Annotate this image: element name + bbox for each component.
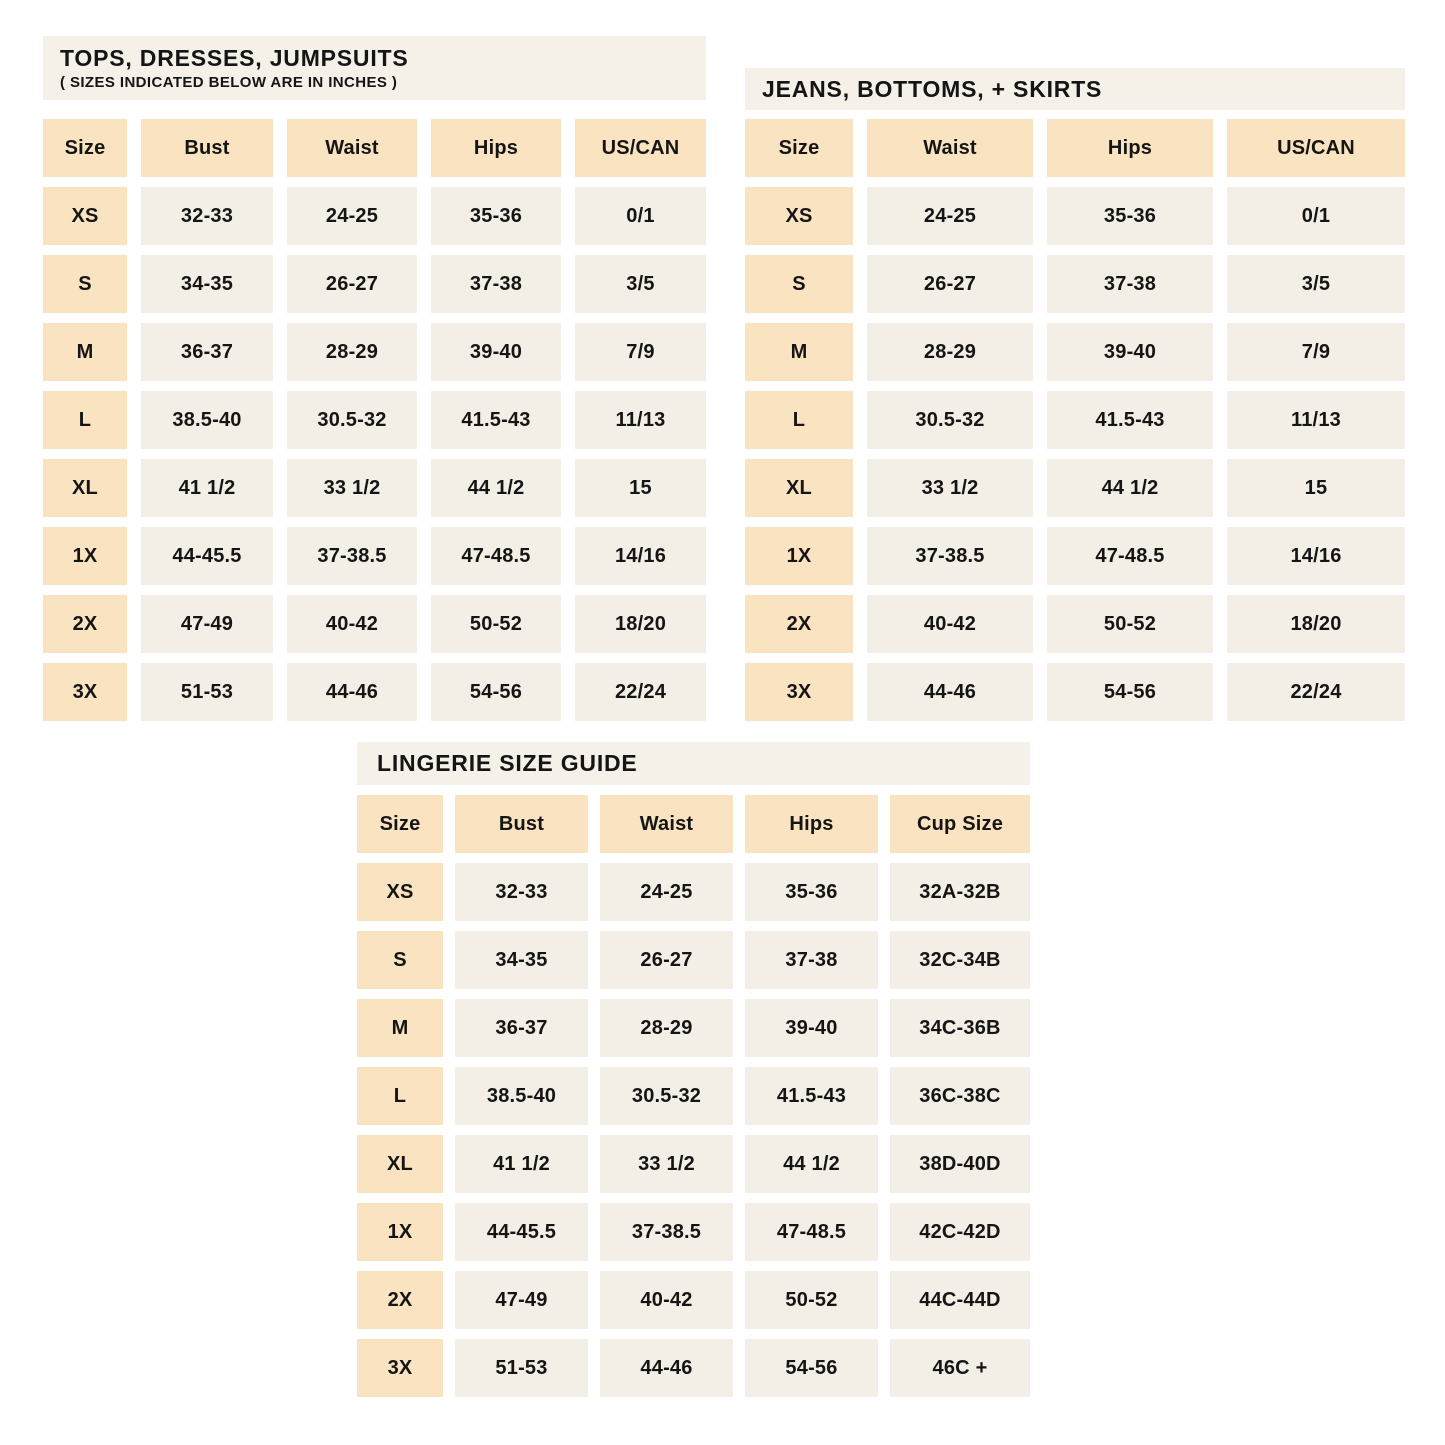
jeans-value-cell: 44-46 (867, 663, 1033, 721)
jeans-value-cell: 33 1/2 (867, 459, 1033, 517)
jeans-value-cell: 40-42 (867, 595, 1033, 653)
tops-value-cell: 26-27 (287, 255, 417, 313)
lingerie-value-cell: 41.5-43 (745, 1067, 878, 1125)
tops-value-cell: 44-45.5 (141, 527, 273, 585)
lingerie-value-cell: 34C-36B (890, 999, 1030, 1057)
tops-column-header-bust: Bust (141, 119, 273, 177)
jeans-size-cell-l: L (745, 391, 853, 449)
tops-value-cell: 11/13 (575, 391, 706, 449)
lingerie-value-cell: 41 1/2 (455, 1135, 588, 1193)
tops-value-cell: 51-53 (141, 663, 273, 721)
tops-value-cell: 50-52 (431, 595, 561, 653)
tops-table-title: TOPS, DRESSES, JUMPSUITS (60, 44, 409, 71)
lingerie-size-cell-xs: XS (357, 863, 443, 921)
jeans-value-cell: 44 1/2 (1047, 459, 1213, 517)
tops-value-cell: 32-33 (141, 187, 273, 245)
jeans-value-cell: 54-56 (1047, 663, 1213, 721)
jeans-value-cell: 41.5-43 (1047, 391, 1213, 449)
jeans-size-cell-1x: 1X (745, 527, 853, 585)
jeans-value-cell: 15 (1227, 459, 1405, 517)
lingerie-column-header-bust: Bust (455, 795, 588, 853)
lingerie-value-cell: 32A-32B (890, 863, 1030, 921)
tops-value-cell: 22/24 (575, 663, 706, 721)
lingerie-value-cell: 42C-42D (890, 1203, 1030, 1261)
lingerie-size-cell-xl: XL (357, 1135, 443, 1193)
jeans-value-cell: 50-52 (1047, 595, 1213, 653)
lingerie-table-title-bar (357, 742, 1030, 785)
lingerie-size-cell-1x: 1X (357, 1203, 443, 1261)
tops-value-cell: 24-25 (287, 187, 417, 245)
tops-column-header-size: Size (43, 119, 127, 177)
tops-value-cell: 40-42 (287, 595, 417, 653)
lingerie-value-cell: 38D-40D (890, 1135, 1030, 1193)
jeans-size-cell-s: S (745, 255, 853, 313)
tops-size-cell-m: M (43, 323, 127, 381)
lingerie-value-cell: 33 1/2 (600, 1135, 733, 1193)
tops-value-cell: 0/1 (575, 187, 706, 245)
tops-value-cell: 35-36 (431, 187, 561, 245)
tops-value-cell: 37-38.5 (287, 527, 417, 585)
lingerie-value-cell: 28-29 (600, 999, 733, 1057)
jeans-table-title-bar (745, 68, 1405, 110)
lingerie-column-header-cup-size: Cup Size (890, 795, 1030, 853)
jeans-column-header-size: Size (745, 119, 853, 177)
lingerie-column-header-waist: Waist (600, 795, 733, 853)
jeans-size-cell-m: M (745, 323, 853, 381)
tops-column-header-hips: Hips (431, 119, 561, 177)
tops-value-cell: 44 1/2 (431, 459, 561, 517)
lingerie-value-cell: 34-35 (455, 931, 588, 989)
tops-size-cell-1x: 1X (43, 527, 127, 585)
lingerie-column-header-hips: Hips (745, 795, 878, 853)
tops-column-header-us-can: US/CAN (575, 119, 706, 177)
tops-value-cell: 41 1/2 (141, 459, 273, 517)
lingerie-table-title: LINGERIE SIZE GUIDE (377, 750, 638, 777)
lingerie-value-cell: 37-38.5 (600, 1203, 733, 1261)
lingerie-size-table-grid (357, 795, 1030, 1397)
jeans-value-cell: 35-36 (1047, 187, 1213, 245)
tops-value-cell: 54-56 (431, 663, 561, 721)
jeans-bottoms-skirts-table (745, 68, 1405, 721)
jeans-value-cell: 18/20 (1227, 595, 1405, 653)
lingerie-value-cell: 46C + (890, 1339, 1030, 1397)
tops-value-cell: 47-48.5 (431, 527, 561, 585)
lingerie-value-cell: 44-46 (600, 1339, 733, 1397)
lingerie-value-cell: 44C-44D (890, 1271, 1030, 1329)
jeans-size-table-grid (745, 119, 1405, 721)
jeans-size-cell-3x: 3X (745, 663, 853, 721)
jeans-value-cell: 24-25 (867, 187, 1033, 245)
jeans-value-cell: 37-38 (1047, 255, 1213, 313)
jeans-column-header-waist: Waist (867, 119, 1033, 177)
tops-size-cell-s: S (43, 255, 127, 313)
tops-value-cell: 18/20 (575, 595, 706, 653)
lingerie-value-cell: 32C-34B (890, 931, 1030, 989)
jeans-value-cell: 0/1 (1227, 187, 1405, 245)
lingerie-size-cell-m: M (357, 999, 443, 1057)
jeans-value-cell: 22/24 (1227, 663, 1405, 721)
tops-size-cell-3x: 3X (43, 663, 127, 721)
lingerie-value-cell: 36C-38C (890, 1067, 1030, 1125)
tops-table-subtitle: ( SIZES INDICATED BELOW ARE IN INCHES ) (60, 74, 398, 92)
jeans-value-cell: 3/5 (1227, 255, 1405, 313)
lingerie-value-cell: 35-36 (745, 863, 878, 921)
jeans-column-header-us-can: US/CAN (1227, 119, 1405, 177)
lingerie-size-cell-l: L (357, 1067, 443, 1125)
jeans-value-cell: 14/16 (1227, 527, 1405, 585)
tops-value-cell: 15 (575, 459, 706, 517)
lingerie-size-guide-table (357, 742, 1030, 1397)
lingerie-value-cell: 44 1/2 (745, 1135, 878, 1193)
tops-value-cell: 38.5-40 (141, 391, 273, 449)
tops-value-cell: 37-38 (431, 255, 561, 313)
lingerie-value-cell: 26-27 (600, 931, 733, 989)
lingerie-value-cell: 36-37 (455, 999, 588, 1057)
lingerie-value-cell: 24-25 (600, 863, 733, 921)
tops-value-cell: 28-29 (287, 323, 417, 381)
jeans-size-cell-2x: 2X (745, 595, 853, 653)
lingerie-column-header-size: Size (357, 795, 443, 853)
jeans-value-cell: 37-38.5 (867, 527, 1033, 585)
tops-value-cell: 39-40 (431, 323, 561, 381)
lingerie-value-cell: 47-49 (455, 1271, 588, 1329)
tops-size-cell-2x: 2X (43, 595, 127, 653)
jeans-value-cell: 28-29 (867, 323, 1033, 381)
lingerie-size-cell-3x: 3X (357, 1339, 443, 1397)
lingerie-value-cell: 38.5-40 (455, 1067, 588, 1125)
lingerie-size-cell-2x: 2X (357, 1271, 443, 1329)
tops-value-cell: 33 1/2 (287, 459, 417, 517)
jeans-value-cell: 30.5-32 (867, 391, 1033, 449)
jeans-value-cell: 11/13 (1227, 391, 1405, 449)
tops-value-cell: 7/9 (575, 323, 706, 381)
jeans-value-cell: 7/9 (1227, 323, 1405, 381)
lingerie-value-cell: 50-52 (745, 1271, 878, 1329)
tops-size-cell-xl: XL (43, 459, 127, 517)
tops-value-cell: 47-49 (141, 595, 273, 653)
jeans-size-cell-xl: XL (745, 459, 853, 517)
jeans-table-title: JEANS, BOTTOMS, + SKIRTS (762, 75, 1103, 102)
tops-dresses-jumpsuits-table (43, 36, 706, 721)
lingerie-value-cell: 40-42 (600, 1271, 733, 1329)
lingerie-value-cell: 44-45.5 (455, 1203, 588, 1261)
tops-size-table-grid (43, 119, 706, 721)
lingerie-value-cell: 37-38 (745, 931, 878, 989)
tops-table-title-bar (43, 36, 706, 100)
tops-value-cell: 14/16 (575, 527, 706, 585)
tops-value-cell: 3/5 (575, 255, 706, 313)
tops-value-cell: 36-37 (141, 323, 273, 381)
lingerie-value-cell: 32-33 (455, 863, 588, 921)
lingerie-size-cell-s: S (357, 931, 443, 989)
lingerie-value-cell: 30.5-32 (600, 1067, 733, 1125)
lingerie-value-cell: 39-40 (745, 999, 878, 1057)
tops-size-cell-xs: XS (43, 187, 127, 245)
jeans-value-cell: 26-27 (867, 255, 1033, 313)
tops-value-cell: 41.5-43 (431, 391, 561, 449)
tops-column-header-waist: Waist (287, 119, 417, 177)
jeans-size-cell-xs: XS (745, 187, 853, 245)
tops-size-cell-l: L (43, 391, 127, 449)
tops-value-cell: 44-46 (287, 663, 417, 721)
jeans-column-header-hips: Hips (1047, 119, 1213, 177)
tops-value-cell: 34-35 (141, 255, 273, 313)
lingerie-value-cell: 47-48.5 (745, 1203, 878, 1261)
jeans-value-cell: 39-40 (1047, 323, 1213, 381)
tops-value-cell: 30.5-32 (287, 391, 417, 449)
lingerie-value-cell: 54-56 (745, 1339, 878, 1397)
lingerie-value-cell: 51-53 (455, 1339, 588, 1397)
jeans-value-cell: 47-48.5 (1047, 527, 1213, 585)
